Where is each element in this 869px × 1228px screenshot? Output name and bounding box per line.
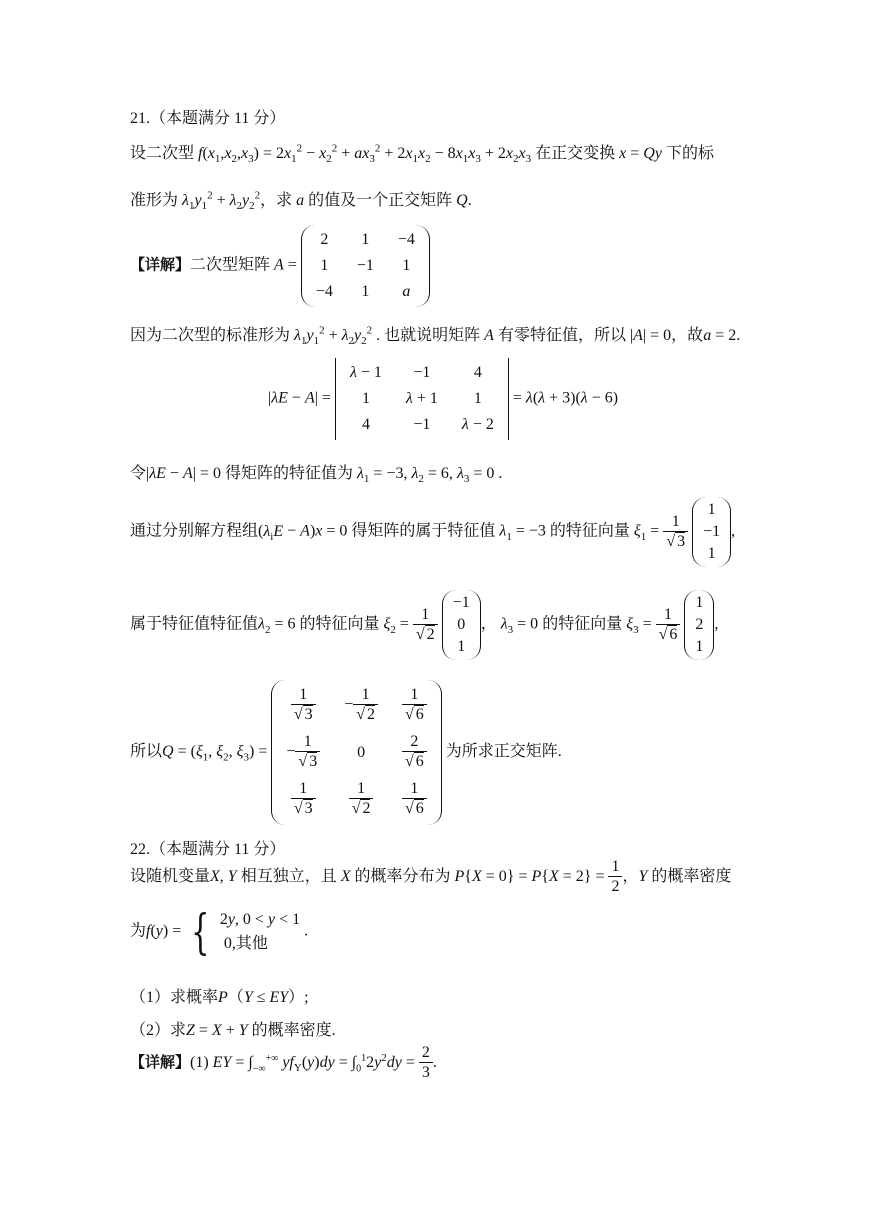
q21-stem-line1: 设二次型 $f(x_1,x_2,x_3) = 2x_1^2 - x_2^2 + ax_3^2 + 2x_1x_2 - 8x_1x_3 + 2x_2x_3$ 在正交变换 x = Qy 下的标 [130, 142, 714, 166]
q21-determinant: |λE − A| = λ − 1 −1 4 1 λ + 1 1 4 −1 λ − 2 = λ(λ + 3)(λ − 6) [268, 358, 618, 440]
q21-eigenvalues: 令|λE − A| = 0 得矩阵的特征值为 $\lambda_1 = -3$, $\lambda_2 = 6$, $\lambda_3 = 0$ . [130, 465, 503, 486]
q21-reason: 因为二次型的标准形为 $\lambda_1y_1^2 + \lambda_2y_2^2$ . 也就说明矩阵 A 有零特征值，所以 |A| = 0，故a = 2. [130, 324, 741, 348]
q21-matrix-a: 【详解】二次型矩阵 A = 2 1 −4 1 −1 1 −4 1 a [130, 225, 430, 307]
q22-part2: （2）求Z = X + Y 的概率密度. [130, 1022, 336, 1039]
q21-stem-line2: 准形为 $\lambda_1y_1^2 + \lambda_2y_2^2$，求 a 的值及一个正交矩阵 Q. [130, 189, 472, 213]
q22-part1: （1）求概率P（Y ≤ EY）; [130, 989, 309, 1006]
q22-density: 为f(y) = { 2y, 0 < y < 1 0,其他 . [130, 904, 309, 960]
q22-stem-line1: 设随机变量X, Y 相互独立，且 X 的概率分布为 P{X = 0} = P{X = 2} = $\frac{1}{2}$ ，Y 的概率密度 [130, 858, 732, 895]
q22-header: 22.（本题满分 11 分） [130, 841, 286, 858]
q21-header: 21.（本题满分 11 分） [130, 110, 286, 127]
q21-eigvec23: 属于特征值特征值$\lambda_2 = 6$ 的特征向量 $\xi_2$ = $\frac{1}{√ 2}$ −1 0 1 ， $\lambda_3 = 0$ 的特征向量 $\xi_3$ = $\frac{1}{√ 6}$ 1 2 1 , [130, 590, 718, 660]
q21-q-matrix: 所以$Q = (\xi_1$, $\xi_2$, $\xi_3$) = $\frac{1}{√ 3}$ − $\frac{1}{√ 2}$ $\frac{1}{√ 6}$ − $\frac{1}{√ 3}$ 0 $\frac{2}{√ 6}$ $\frac{1}{√ 3}$ $\frac{1}{√ 2}$ $\frac{1}{√ 6}$ 为所求正交矩阵. [130, 680, 562, 825]
q21-eigvec1: 通过分别解方程组$(\lambda_iE - A)x = 0$ 得矩阵的属于特征值 $\lambda_1 = -3$ 的特征向量 $\xi_1$ = $\frac{1}{√ 3}$ 1 −1 1 , [130, 497, 735, 567]
q22-detail: 【详解】(1) EY = $\int_{-\infty}^{+\infty}$ $yf_Y(y)dy = \int_0^12y^2dy$ = $\frac{2}{3}$ . [130, 1044, 437, 1081]
